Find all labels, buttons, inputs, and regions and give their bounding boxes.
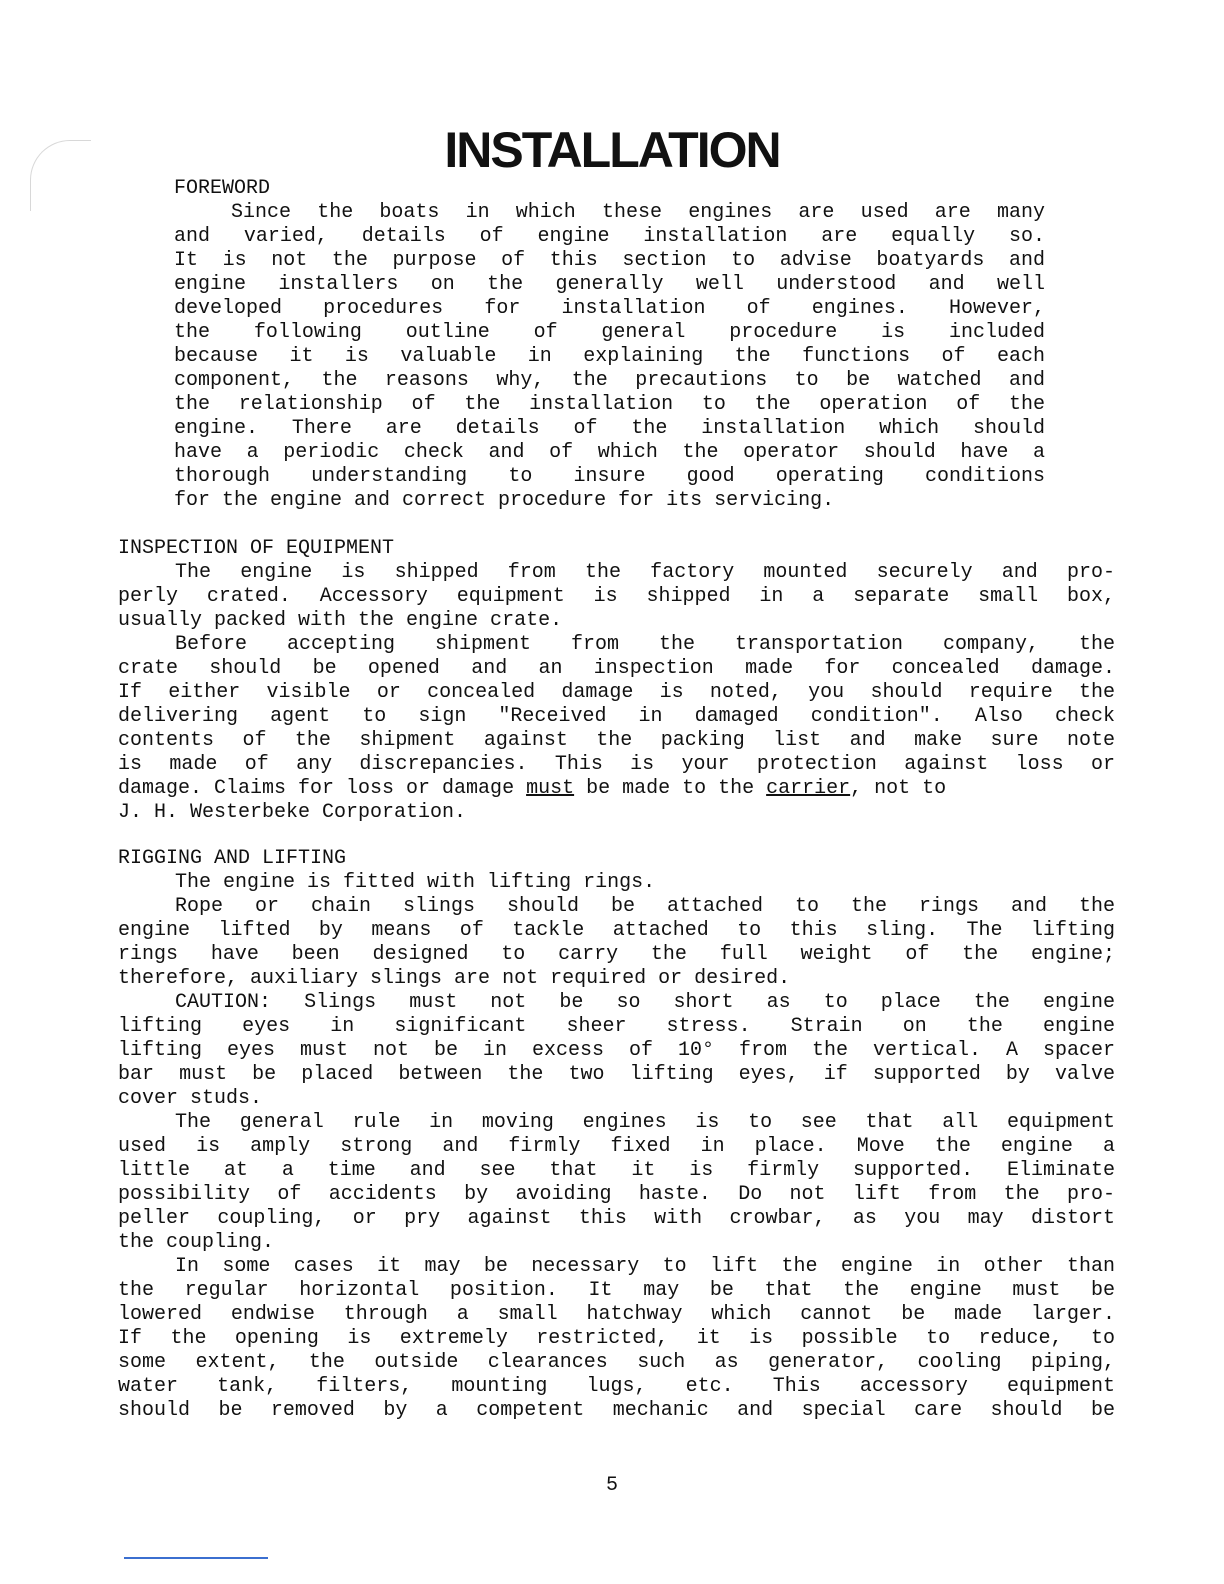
foreword-line: thorough understanding to insure good operating conditions	[174, 465, 1045, 488]
foreword-line: component, the reasons why, the precautions to be watched and	[174, 369, 1045, 392]
foreword-line: engine. There are details of the installation which should	[174, 417, 1045, 440]
inspection-line: The engine is shipped from the factory mounted securely and pro-	[175, 561, 1115, 584]
rigging-line: lifting eyes in significant sheer stress. Strain on the engine	[118, 1015, 1115, 1038]
inspection-claims-line	[118, 777, 1115, 801]
foreword-line: because it is valuable in explaining the functions of each	[174, 345, 1045, 368]
rigging-line: lowered endwise through a small hatchway which cannot be made larger.	[118, 1303, 1115, 1326]
inspection-heading: INSPECTION OF EQUIPMENT	[118, 537, 395, 560]
foreword-line: Since the boats in which these engines are used are many	[231, 201, 1045, 224]
rigging-line: In some cases it may be necessary to lift the engine in other than	[175, 1255, 1115, 1278]
inspection-line: Before accepting shipment from the transportation company, the	[175, 633, 1115, 656]
inspection-section	[118, 537, 1115, 825]
claims-text-b: be made to the	[574, 777, 767, 800]
inspection-line: perly crated. Accessory equipment is shipped in a separate small box,	[118, 585, 1115, 608]
rigging-line: The general rule in moving engines is to see that all equipment	[175, 1111, 1115, 1134]
inspection-line: delivering agent to sign "Received in damaged condition". Also check	[118, 705, 1115, 728]
rigging-line: peller coupling, or pry against this with crowbar, as you may distort	[118, 1207, 1115, 1230]
rigging-line: cover studs.	[118, 1087, 263, 1110]
rigging-caution-line: CAUTION: Slings must not be so short as to place the engine	[175, 991, 1115, 1014]
rigging-line: used is amply strong and firmly fixed in place. Move the engine a	[118, 1135, 1115, 1158]
carrier-underlined: carrier	[766, 777, 851, 800]
foreword-line: the relationship of the installation to the operation of the	[174, 393, 1045, 416]
inspection-line: usually packed with the engine crate.	[118, 609, 563, 632]
rigging-line: water tank, filters, mounting lugs, etc. This accessory equipment	[118, 1375, 1115, 1398]
rigging-line: the coupling.	[118, 1231, 275, 1254]
rigging-line: The engine is fitted with lifting rings.	[175, 871, 656, 894]
must-underlined: must	[526, 777, 575, 800]
rigging-line: If the opening is extremely restricted, it is possible to reduce, to	[118, 1327, 1115, 1350]
foreword-line: developed procedures for installation of engines. However,	[174, 297, 1045, 320]
rigging-line: Rope or chain slings should be attached to the rings and the	[175, 895, 1115, 918]
inspection-line: J. H. Westerbeke Corporation.	[118, 801, 467, 824]
foreword-line: have a periodic check and of which the operator should have a	[174, 441, 1045, 464]
page-title: INSTALLATION	[444, 122, 780, 178]
rigging-line: rings have been designed to carry the full weight of the engine;	[118, 943, 1115, 966]
rigging-line: lifting eyes must not be in excess of 10° from the vertical. A spacer	[118, 1039, 1115, 1062]
rigging-line: engine lifted by means of tackle attached to this sling. The lifting	[118, 919, 1115, 942]
rigging-heading: RIGGING AND LIFTING	[118, 847, 347, 870]
foreword-line: It is not the purpose of this section to advise boatyards and	[174, 249, 1045, 272]
rigging-line: possibility of accidents by avoiding haste. Do not lift from the pro-	[118, 1183, 1115, 1206]
foreword-line: engine installers on the generally well understood and well	[174, 273, 1045, 296]
claims-text-c: , not to	[850, 777, 947, 800]
rigging-line: little at a time and see that it is firmly supported. Eliminate	[118, 1159, 1115, 1182]
inspection-line: crate should be opened and an inspection made for concealed damage.	[118, 657, 1115, 680]
page-number: 5	[605, 1474, 618, 1497]
rigging-line: the regular horizontal position. It may be that the engine must be	[118, 1279, 1115, 1302]
rigging-line: therefore, auxiliary slings are not required or desired.	[118, 967, 791, 990]
foreword-line: for the engine and correct procedure for its servicing.	[174, 489, 835, 512]
footer-rule	[124, 1557, 268, 1559]
rigging-line: some extent, the outside clearances such as generator, cooling piping,	[118, 1351, 1115, 1374]
inspection-line: If either visible or concealed damage is noted, you should require the	[118, 681, 1115, 704]
rigging-section	[118, 847, 1115, 1423]
foreword-line: and varied, details of engine installation are equally so.	[174, 225, 1045, 248]
inspection-line: contents of the shipment against the packing list and make sure note	[118, 729, 1115, 752]
foreword-heading: FOREWORD	[174, 177, 271, 200]
inspection-line: is made of any discrepancies. This is your protection against loss or	[118, 753, 1115, 776]
rigging-line: bar must be placed between the two lifting eyes, if supported by valve	[118, 1063, 1115, 1086]
claims-text-a: damage. Claims for loss or damage	[118, 777, 527, 800]
foreword-section	[174, 177, 1045, 513]
rigging-line: should be removed by a competent mechanic and special care should be	[118, 1399, 1115, 1422]
foreword-line: the following outline of general procedure is included	[174, 321, 1045, 344]
